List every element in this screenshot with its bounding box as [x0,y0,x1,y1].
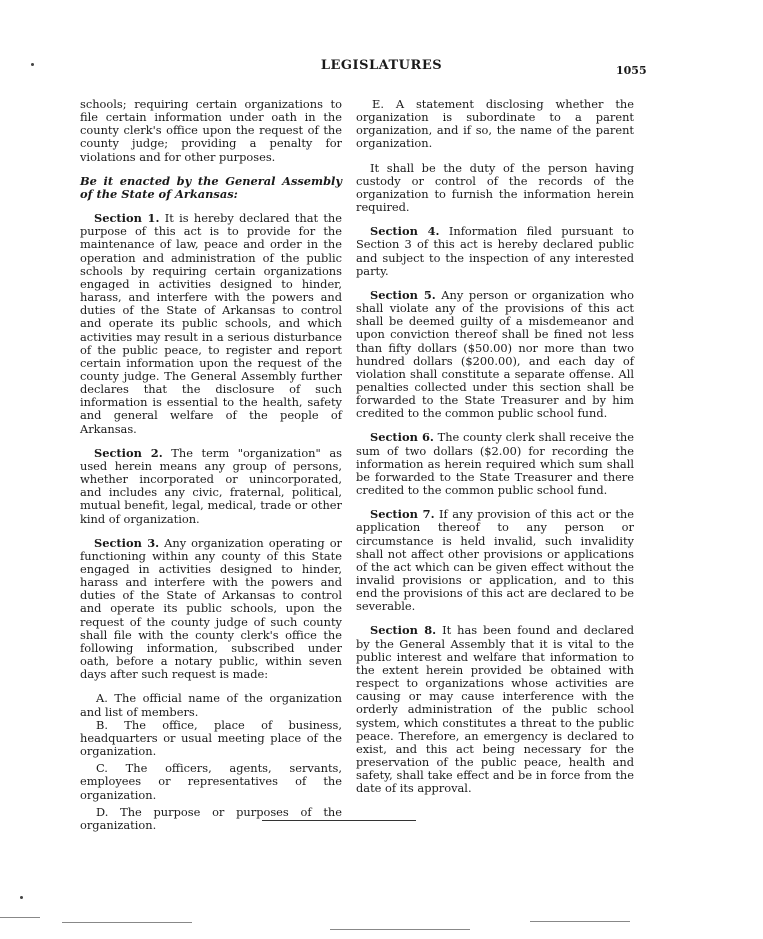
scan-edge-line [62,922,192,923]
section-4 [356,225,634,278]
section-1-text: It is hereby declared that the purpose of this act is to provide for the maintenance of law, peace and order in the operation and administration of the public schools by requiring certain organizations engaged in activities designed to hinder, harass, and interfere with the powers and duties of the State of Arkansas to control and operate its public schools, and which activities may result in a serious disturbance of the public peace, to register and report certain information upon the request of the county judge. The General Assembly further declares that the disclosure of such information is essential to the health, safety and general welfare of the people of Arkansas. [80,211,343,436]
section-4-text: Information filed pursuant to Section 3 of this act is hereby declared public and subject to the inspection of any interested party. [356,224,634,278]
list-item-c: C. The officers, agents, servants, employees or representatives of the organization. [80,761,342,802]
list-item-a: A. The official name of the organization and list of members. [80,691,342,719]
section-7-heading: Section 7. [370,507,435,522]
list-item-d: D. The purpose or purposes of the organization. [80,804,342,832]
section-5-text: Any person or organization who shall violate any of the provisions of this act shall be deemed guilty of a misdemeanor and upon conviction thereof shall be fined not less than fifty dollars ($50.00) nor more than two hundred dollars ($200.00), and each day of violation shall constitute a separate offense. All penalties collected under this section shall be forwarded to the State Treasurer and by him credited to the common public school fund. [356,287,635,421]
section-7 [356,508,634,613]
list-item-b: B. The office, place of business, headquarters or usual meeting place of the organization. [80,717,342,759]
section-8 [356,624,634,795]
page-number: 1055 [616,64,647,77]
section-4-heading: Section 4. [370,224,440,239]
section-3 [80,537,342,682]
section-3-heading: Section 3. [94,535,160,550]
scan-speck [31,63,34,66]
section-8-heading: Section 8. [370,623,437,638]
scan-edge-line [0,917,40,918]
section-2-heading: Section 2. [94,445,163,460]
section-5 [356,289,634,421]
scan-speck [20,896,23,899]
footnote-rule [262,820,416,821]
section-6-text: The county clerk shall receive the sum of two dollars ($2.00) for recording the information as herein required which sum shall be forwarded to the State Treasurer and there credited to the common public school fund. [356,430,634,498]
title-continuation: schools; requiring certain organizations to file certain information under oath in the county clerk's office upon the request of the county judge; providing a penalty for violations and for other purposes. [80,97,342,164]
section-8-text: It has been found and declared by the General Assembly that it is vital to the public interest and welfare that information to the extent herein provided be obtained with respect to organizations whose activities are causing or may cause interference with the orderly administration of the public school system, which constitutes a threat to the public peace. Therefore, an emergency is declared to exist, and this act being necessary for the preservation of the public peace, health and safety, shall take effect and be in force from the date of its approval. [356,623,634,796]
right-column [356,98,634,796]
section-3-text: Any organization operating or functioning within any county of this State engaged in activities designed to hinder, harass and interfere with the powers and duties of the State of Arkansas to control and operate its public schools, upon the request of the county judge of such county shall file with the county clerk's office the following information, subscribed under oath, before a notary public, within seven days after such request is made: [80,535,343,682]
section-1-heading: Section 1. [94,211,160,226]
left-column [80,98,342,832]
section-5-heading: Section 5. [370,287,436,302]
section-2 [80,447,342,526]
scan-edge-line [330,929,470,930]
section-6 [356,431,634,497]
enacting-clause: Be it enacted by the General Assembly of the State of Arkansas: [80,173,342,201]
list-item-e: E. A statement disclosing whether the organization is subordinate to a parent organization, and if so, the name of the parent organization. [356,97,634,151]
scan-edge-line [530,921,630,922]
section-1 [80,212,342,436]
section-2-text: The term "organization" as used herein means any group of persons, whether incorporated or unincorporated, and includes any civic, fraternal, political, mutual benefit, legal, medical, trade or other kind of organization. [80,445,342,526]
custody-duty: It shall be the duty of the person having custody or control of the records of the organization to furnish the information herein required. [356,160,634,215]
running-title: LEGISLATURES [320,58,443,73]
section-6-heading: Section 6. [370,430,434,445]
section-7-text: If any provision of this act or the application thereof to any person or circumstance is held invalid, such invalidity shall not affect other provisions or applications of the act which can be given effect without the invalid provisions or application, and to this end the provisions of this act are declared to be severable. [356,507,635,614]
